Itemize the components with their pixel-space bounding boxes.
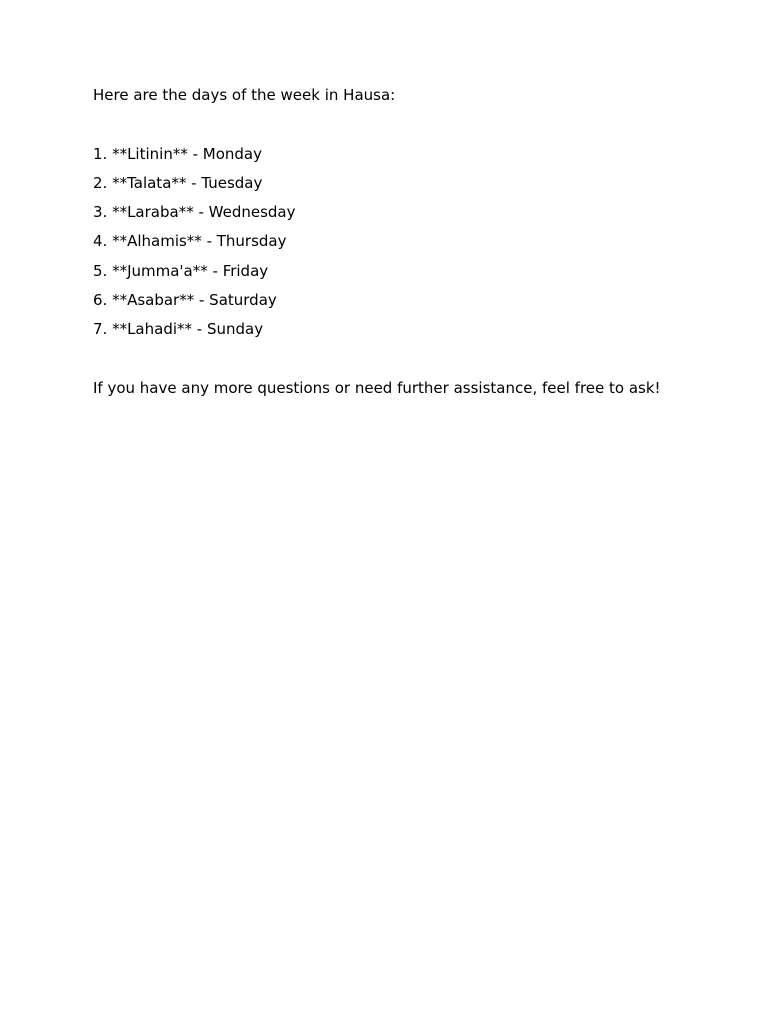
list-item: 4. **Alhamis** - Thursday xyxy=(93,232,287,251)
list-item: 6. **Asabar** - Saturday xyxy=(93,290,277,309)
list-item: 7. **Lahadi** - Sunday xyxy=(93,320,264,339)
list-item: 3. **Laraba** - Wednesday xyxy=(93,203,296,222)
list-item: 1. **Litinin** - Monday xyxy=(93,144,262,163)
closing-text: If you have any more questions or need further assistance, feel free to ask! xyxy=(93,378,661,397)
days-list xyxy=(93,145,668,340)
list-item: 2. **Talata** - Tuesday xyxy=(93,173,263,192)
document-page xyxy=(93,86,668,398)
list-item: 5. **Jumma'a** - Friday xyxy=(93,261,269,280)
intro-text: Here are the days of the week in Hausa: xyxy=(93,86,396,104)
